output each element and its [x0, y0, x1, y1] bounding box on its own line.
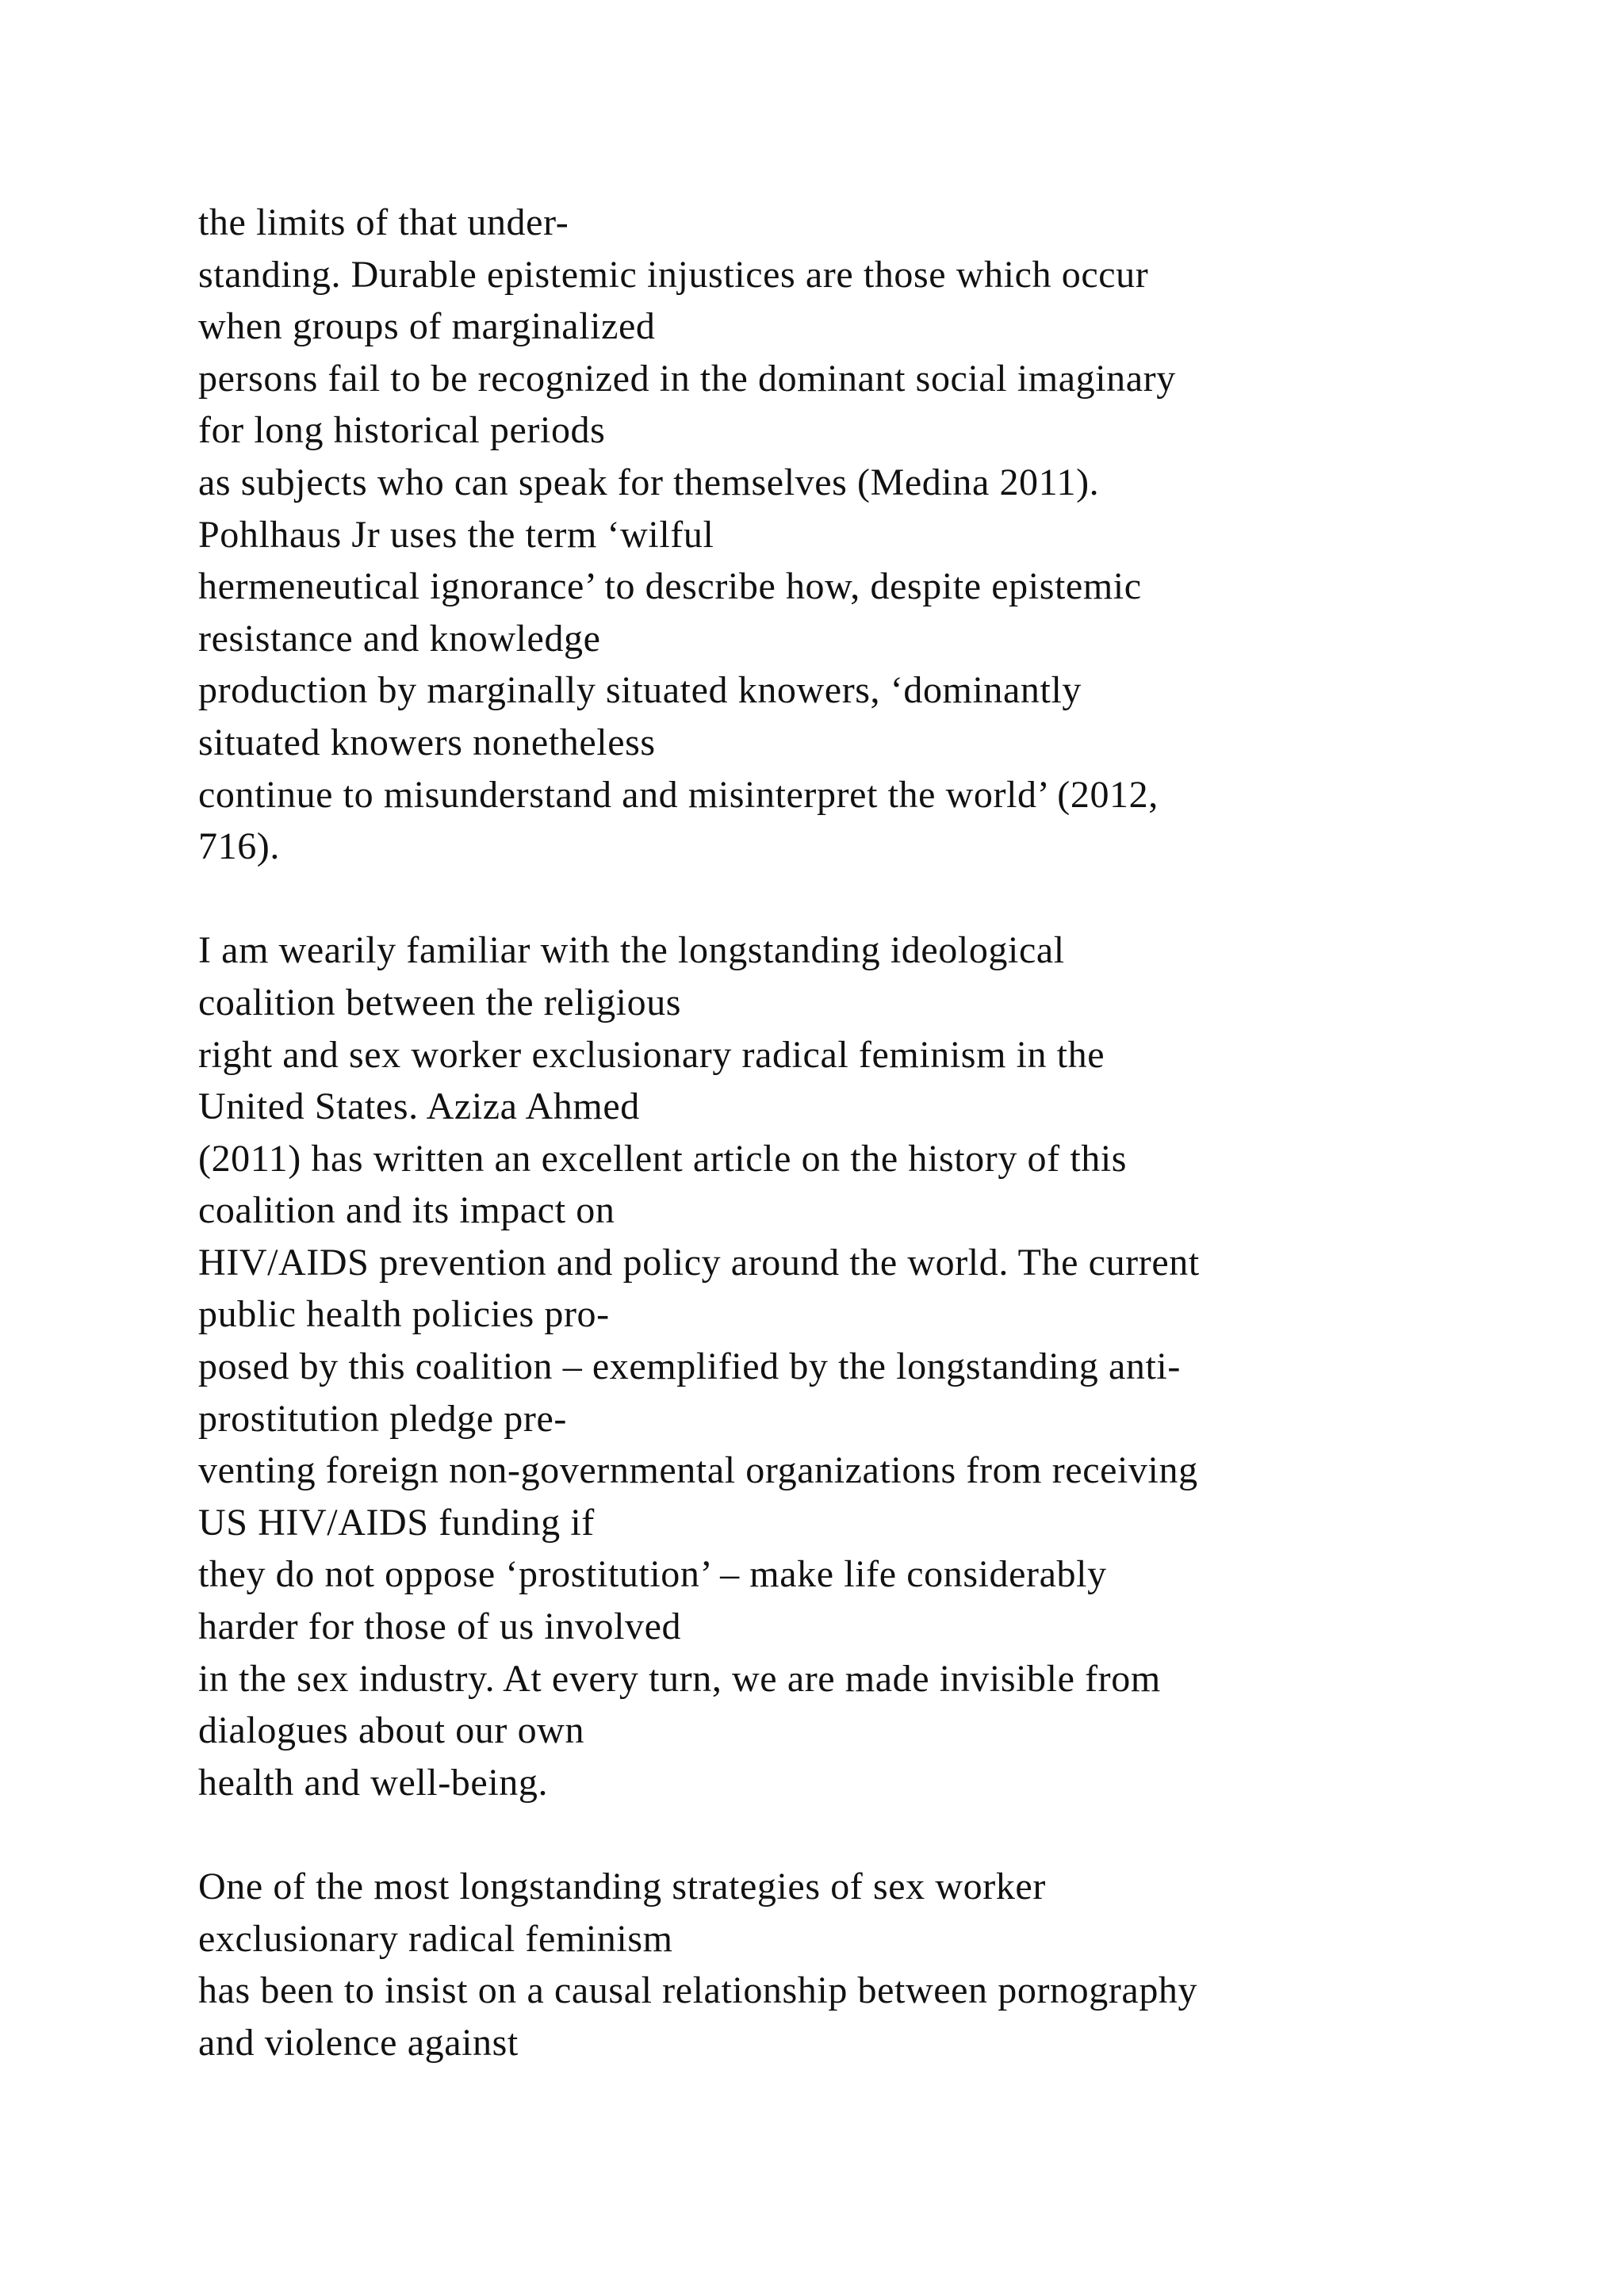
text-line: has been to insist on a causal relationship between pornography: [198, 1969, 1198, 2012]
text-line: One of the most longstanding strategies of sex worker: [198, 1866, 1046, 1908]
text-line: 716).: [198, 825, 280, 868]
text-line: and violence against: [198, 2021, 519, 2064]
text-line: coalition between the religious: [198, 981, 682, 1024]
text-line: resistance and knowledge: [198, 617, 601, 660]
text-line: exclusionary radical feminism: [198, 1917, 673, 1960]
paragraph-epistemic-injustice: [198, 197, 1594, 873]
text-line: dialogues about our own: [198, 1709, 585, 1752]
text-line: as subjects who can speak for themselves (Medina 2011).: [198, 461, 1100, 503]
text-line: in the sex industry. At every turn, we are made invisible from: [198, 1657, 1161, 1700]
text-line: persons fail to be recognized in the dominant social imaginary: [198, 357, 1176, 400]
paragraph-pornography-violence: [198, 1861, 1594, 2068]
text-line: when groups of marginalized: [198, 305, 656, 348]
text-line: I am wearily familiar with the longstanding ideological: [198, 929, 1065, 972]
text-line: public health policies pro-: [198, 1293, 610, 1336]
text-line: right and sex worker exclusionary radical feminism in the: [198, 1033, 1105, 1076]
text-line: continue to misunderstand and misinterpret the world’ (2012,: [198, 773, 1159, 816]
text-line: for long historical periods: [198, 409, 606, 452]
text-line: posed by this coalition – exemplified by the longstanding anti-: [198, 1345, 1181, 1388]
text-line: HIV/AIDS prevention and policy around the world. The current: [198, 1241, 1200, 1284]
text-line: United States. Aziza Ahmed: [198, 1085, 640, 1128]
text-line: venting foreign non-governmental organizations from receiving: [198, 1449, 1198, 1492]
document-page: [198, 197, 1594, 2121]
text-line: health and well-being.: [198, 1761, 549, 1804]
text-line: hermeneutical ignorance’ to describe how, despite epistemic: [198, 565, 1142, 608]
text-line: the limits of that under-: [198, 201, 569, 243]
text-line: harder for those of us involved: [198, 1605, 682, 1648]
text-line: standing. Durable epistemic injustices are those which occur: [198, 253, 1149, 296]
text-line: coalition and its impact on: [198, 1189, 615, 1232]
text-line: Pohlhaus Jr uses the term ‘wilful: [198, 513, 714, 556]
text-line: US HIV/AIDS funding if: [198, 1501, 595, 1544]
text-line: production by marginally situated knowers, ‘dominantly: [198, 669, 1082, 712]
text-line: (2011) has written an excellent article on the history of this: [198, 1137, 1128, 1180]
paragraph-religious-right-coalition: [198, 924, 1594, 1808]
text-line: prostitution pledge pre-: [198, 1397, 567, 1440]
text-line: situated knowers nonetheless: [198, 721, 656, 763]
text-line: they do not oppose ‘prostitution’ – make life considerably: [198, 1553, 1107, 1596]
